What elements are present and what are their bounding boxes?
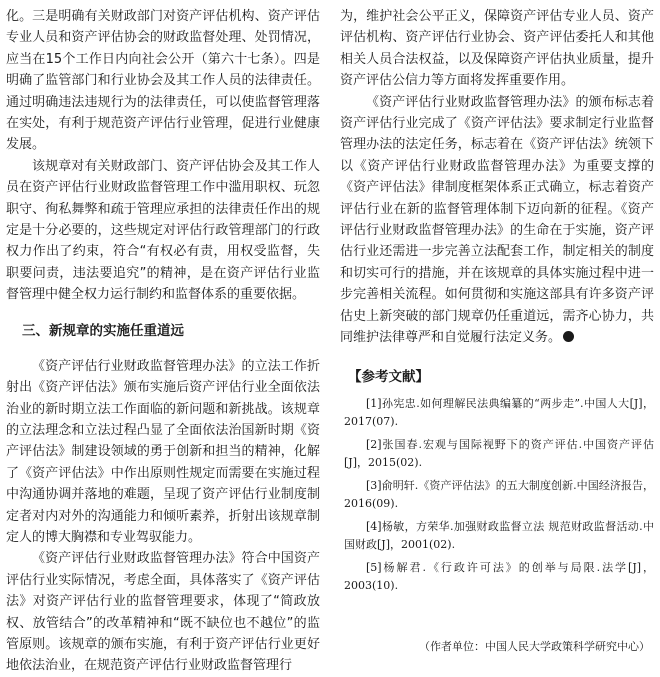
body-paragraph: 该规章对有关财政部门、资产评估协会及其工作人员在资产评估行业财政监督管理工作中滥用职权、玩忽职守、徇私舞弊和疏于管理应承担的法律责任作出的规定是十分必要的，这些规定对评估行政管理部门的行政权力作出了约束，符合“有权必有责，用权受监督，失职要问责，违法要追究”的精神，是在资产评估行业监督管理中健全权力运行制约和监督体系的重要依据。 — [6, 158, 320, 303]
body-paragraph: 《资产评估行业财政监督管理办法》的立法工作折射出《资产评估法》颁布实施后资产评估行业全面依法治业的新时期立法工作面临的新问题和新挑战。该规章的立法理念和立法过程凸显了全面依法治国新时期《资产评估法》制建设领域的勇于创新和担当的精神，化解了《资产评估法》中作出原则性规定而需要在实施过程中沟通协调并落地的难题，呈现了资产评估行业制度制定者对内对外的沟通能力和倾听素养，折射出该规章制定人的博大胸襟和专业驾驭能力。 — [6, 358, 320, 545]
reference-item: [3]俞明轩.《资产评估法》的五大制度创新.中国经济报告，2016(09). — [344, 478, 654, 510]
reference-item: [2]张国春.宏观与国际视野下的资产评估.中国资产评估[J]，2015(02). — [344, 437, 654, 469]
body-paragraph: 化。三是明确有关财政部门对资产评估机构、资产评估专业人员和资产评估协会的财政监督处理、处罚情况，应当在15个工作日内向社会公开（第六十七条）。四是明确了监管部门和行业协会及其工作人员的法律责任。通过明确违法违规行为的法律责任，可以使监督管理落在实处，有利于规范资产评估行业管理，促进行业健康发展。 — [6, 9, 320, 153]
right-column — [340, 6, 654, 654]
end-of-article-icon — [563, 331, 574, 342]
body-paragraph: 为，维护社会公平正义，保障资产评估专业人员、资产评估机构、资产评估行业协会、资产评估委托人和其他相关人员合法权益，以及保障资产评估执业质量，提升资产评估公信力等方面将发挥重要作用。 — [340, 9, 654, 89]
body-paragraph: 《资产评估行业财政监督管理办法》符合中国资产评估行业实际情况，考虑全面，具体落实了《资产评估法》对资产评估行业的监督管理要求，体现了“简政放权、放管结合”的改革精神和“既不缺位也不越位”的监管原则。该规章的颁布实施，有利于资产评估行业更好地依法治业，在规范资产评估行业财政监督管理行 — [6, 551, 320, 674]
left-column — [6, 6, 320, 677]
references-heading: 【参考文献】 — [348, 368, 429, 385]
reference-list — [340, 395, 654, 596]
reference-item: [4]杨敏，方荣华.加强财政监督立法 规范财政监督活动.中国财政[J]，2001(02). — [344, 519, 654, 551]
reference-item: [5]杨解君.《行政许可法》的创举与局限.法学[J]，2003(10). — [344, 560, 654, 592]
section-heading: 三、新规章的实施任重道远 — [22, 322, 184, 339]
body-paragraph-text: 《资产评估行业财政监督管理办法》的颁布标志着资产评估行业完成了《资产评估法》要求制定行业监督管理办法的法定任务，标志着在《资产评估法》统领下以《资产评估行业财政监督管理办法》为重要支撑的《资产评估法》律制度框架体系正式确立，标志着资产评估行业在新的监督管理体制下迈向新的征程。《资产评估行业财政监督管理办法》的生命在于实施，资产评估行业还需进一步完善立法配套工作，制定相关的制度和切实可行的措施，并在该规章的具体实施过程中进一步完善相关流程。如何贯彻和实施这部具有许多资产评估史上新突破的部门规章仍任重道远，需齐心协力，共同维护法律尊严和自觉履行法定义务。 — [340, 94, 654, 346]
author-affiliation: （作者单位：中国人民大学政策科学研究中心） — [419, 639, 650, 653]
body-paragraph — [340, 92, 654, 349]
reference-item: [1]孙宪忠.如何理解民法典编纂的“两步走”.中国人大[J]，2017(07). — [344, 396, 654, 428]
